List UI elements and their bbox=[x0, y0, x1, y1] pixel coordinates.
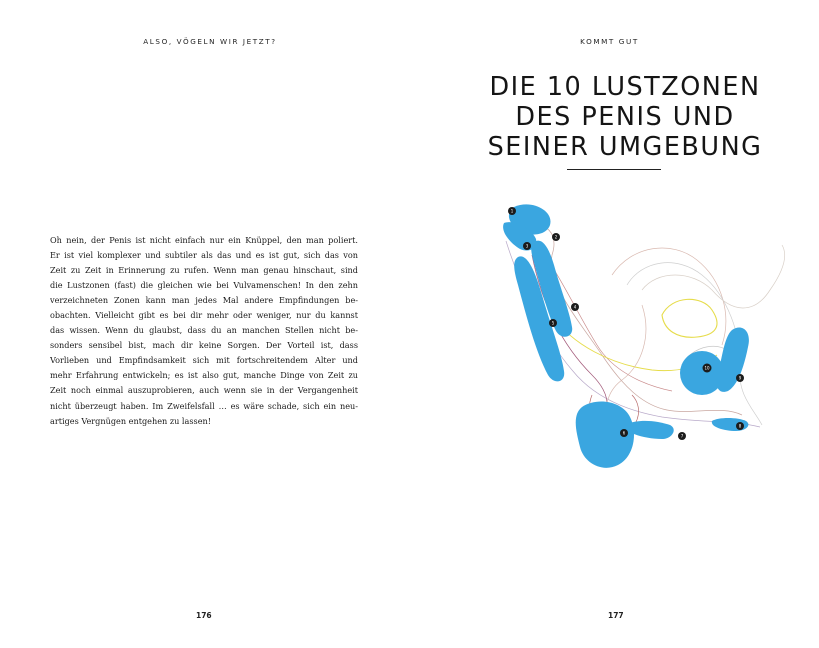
zone-label-9: 9 bbox=[738, 375, 742, 381]
zone-label-5: 5 bbox=[551, 320, 555, 326]
zone-label-7: 7 bbox=[680, 433, 684, 439]
page-title bbox=[450, 72, 800, 162]
zone-label-3: 3 bbox=[525, 243, 529, 249]
body-line: die Lustzonen (fast) die gleichen wie bei Vulvamenschen! In den zehn bbox=[50, 280, 358, 291]
body-line: sonders sensibel bist, mach dir keine Sorgen. Der Vorteil ist, dass bbox=[50, 340, 358, 351]
title-line: SEINER UMGEBUNG bbox=[487, 132, 763, 162]
title-line: DIE 10 LUSTZONEN bbox=[489, 72, 761, 102]
page-number-right: 177 bbox=[608, 611, 624, 620]
right-page bbox=[410, 0, 819, 648]
running-head-right: KOMMT GUT bbox=[580, 37, 639, 46]
body-line: obachten. Vielleicht gibt es bei dir mehr oder weniger, nur du kannst bbox=[50, 310, 358, 321]
body-text bbox=[50, 233, 358, 429]
page-number-left: 176 bbox=[196, 611, 212, 620]
body-line: nicht überzeugt haben. Im Zweifelsfall … es wäre schade, sich ein neu- bbox=[50, 400, 358, 411]
sensitive-zones bbox=[503, 204, 749, 467]
body-line: Er ist viel komplexer und subtiler als das und es ist gut, sich das von bbox=[50, 250, 358, 261]
anatomy-diagram bbox=[492, 195, 792, 475]
body-line: mehr Erfahrung entwickeln; es ist also gut, manche Dinge von Zeit zu bbox=[50, 370, 358, 381]
body-line-last: artiges Vergnügen entgehen zu lassen! bbox=[50, 415, 212, 426]
zone-label-6: 6 bbox=[622, 430, 626, 436]
title-line: DES PENIS UND bbox=[515, 102, 735, 132]
body-line: Zeit zu Zeit in Erinnerung zu rufen. Wenn man genau hinschaut, sind bbox=[50, 265, 358, 276]
zone-label-8: 8 bbox=[738, 423, 742, 429]
body-line: verzeichneten Zonen kann man jedes Mal andere Empfindungen be- bbox=[50, 295, 358, 306]
body-line: Oh nein, der Penis ist nicht einfach nur ein Knüppel, den man poliert. bbox=[50, 235, 358, 245]
zone-label-4: 4 bbox=[573, 304, 577, 310]
running-head-left: ALSO, VÖGELN WIR JETZT? bbox=[143, 37, 277, 46]
body-line: Vorlieben und Empfindsamkeit sich mit fortschreitendem Alter und bbox=[50, 355, 358, 366]
title-divider bbox=[567, 169, 661, 170]
zone-label-1: 1 bbox=[510, 208, 514, 214]
body-line: Zeit noch einmal auszuprobieren, auch wenn sie in der Vergangenheit bbox=[50, 385, 358, 396]
body-line: das wissen. Wenn du glaubst, dass du an manchen Stellen nicht be- bbox=[50, 325, 358, 336]
anatomy-illustration bbox=[492, 195, 792, 475]
zone-label-10: 10 bbox=[704, 365, 710, 371]
zone-label-2: 2 bbox=[554, 234, 558, 240]
